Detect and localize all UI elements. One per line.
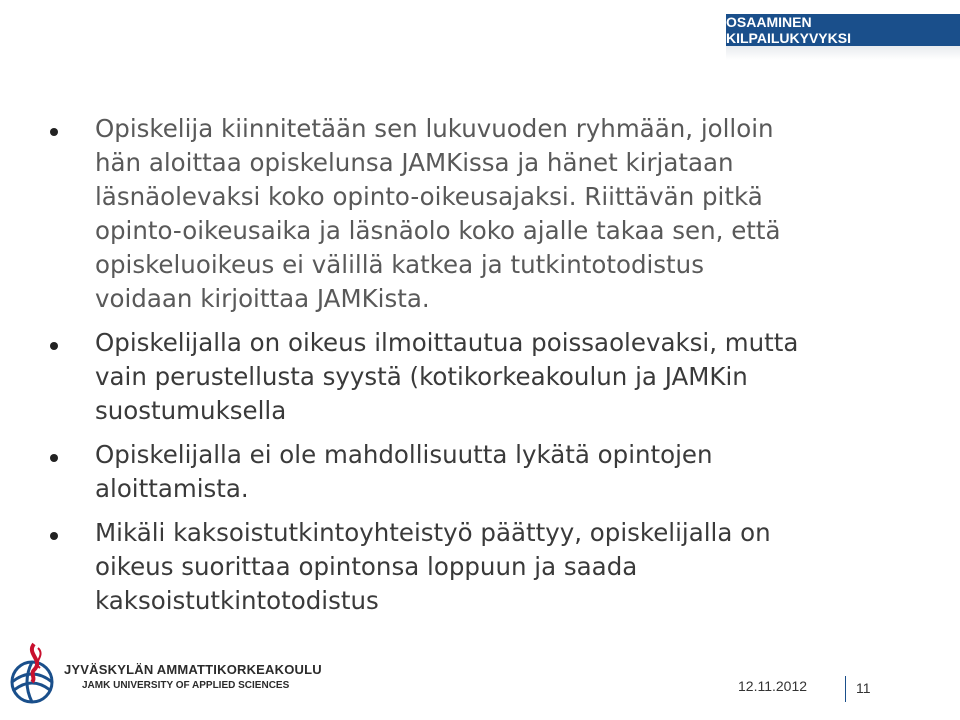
bullet-line: suostumuksella — [95, 396, 287, 425]
bullet-line: voidaan kirjoittaa JAMKista. — [95, 284, 430, 313]
logo-line1: JYVÄSKYLÄN AMMATTIKORKEAKOULU — [64, 662, 322, 677]
banner-text: OSAAMINEN KILPAILUKYVYKSI — [726, 14, 851, 46]
bullet-item — [50, 112, 910, 316]
bullet-line: Opiskelijalla ei ole mahdollisuutta lykätä opintojen — [95, 440, 713, 469]
bullet-line: opinto-oikeusaika ja läsnäolo koko ajalle takaa sen, että — [95, 216, 781, 245]
bullet-dot-icon — [50, 128, 58, 136]
bullet-dot-icon — [50, 532, 58, 540]
slide-content — [50, 112, 910, 628]
bullet-line: kaksoistutkintotodistus — [95, 586, 379, 615]
bullet-line: oikeus suorittaa opintonsa loppuun ja saada — [95, 552, 638, 581]
bullet-line: Mikäli kaksoistutkintoyhteistyö päättyy, opiskelijalla on — [95, 518, 771, 547]
bullet-line: läsnäolevaksi koko opinto-oikeusajaksi. Riittävän pitkä — [95, 182, 763, 211]
logo-line2: JAMK UNIVERSITY OF APPLIED SCIENCES — [82, 680, 290, 691]
footer-divider — [845, 676, 846, 702]
bullet-text — [95, 326, 798, 428]
bullet-line: Opiskelija kiinnitetään sen lukuvuoden ryhmään, jolloin — [95, 114, 774, 143]
bullet-line: opiskeluoikeus ei välillä katkea ja tutkintotodistus — [95, 250, 704, 279]
bullet-item — [50, 326, 910, 428]
banner-shadow — [726, 46, 960, 60]
bullet-line: aloittamista. — [95, 474, 249, 503]
bullet-line: hän aloittaa opiskelunsa JAMKissa ja hänet kirjataan — [95, 148, 734, 177]
bullet-dot-icon — [50, 342, 58, 350]
footer-date: 12.11.2012 — [738, 678, 808, 694]
page-number: 11 — [856, 680, 871, 696]
bullet-text — [95, 516, 771, 618]
bullet-text — [95, 112, 781, 316]
bullet-line: vain perustellusta syystä (kotikorkeakoulun ja JAMKin — [95, 362, 748, 391]
bullet-dot-icon — [50, 454, 58, 462]
bullet-line: Opiskelijalla on oikeus ilmoittautua poissaolevaksi, mutta — [95, 328, 799, 357]
bullet-text — [95, 438, 713, 506]
bullet-item — [50, 516, 910, 618]
bullet-item — [50, 438, 910, 506]
header-banner — [726, 14, 960, 46]
